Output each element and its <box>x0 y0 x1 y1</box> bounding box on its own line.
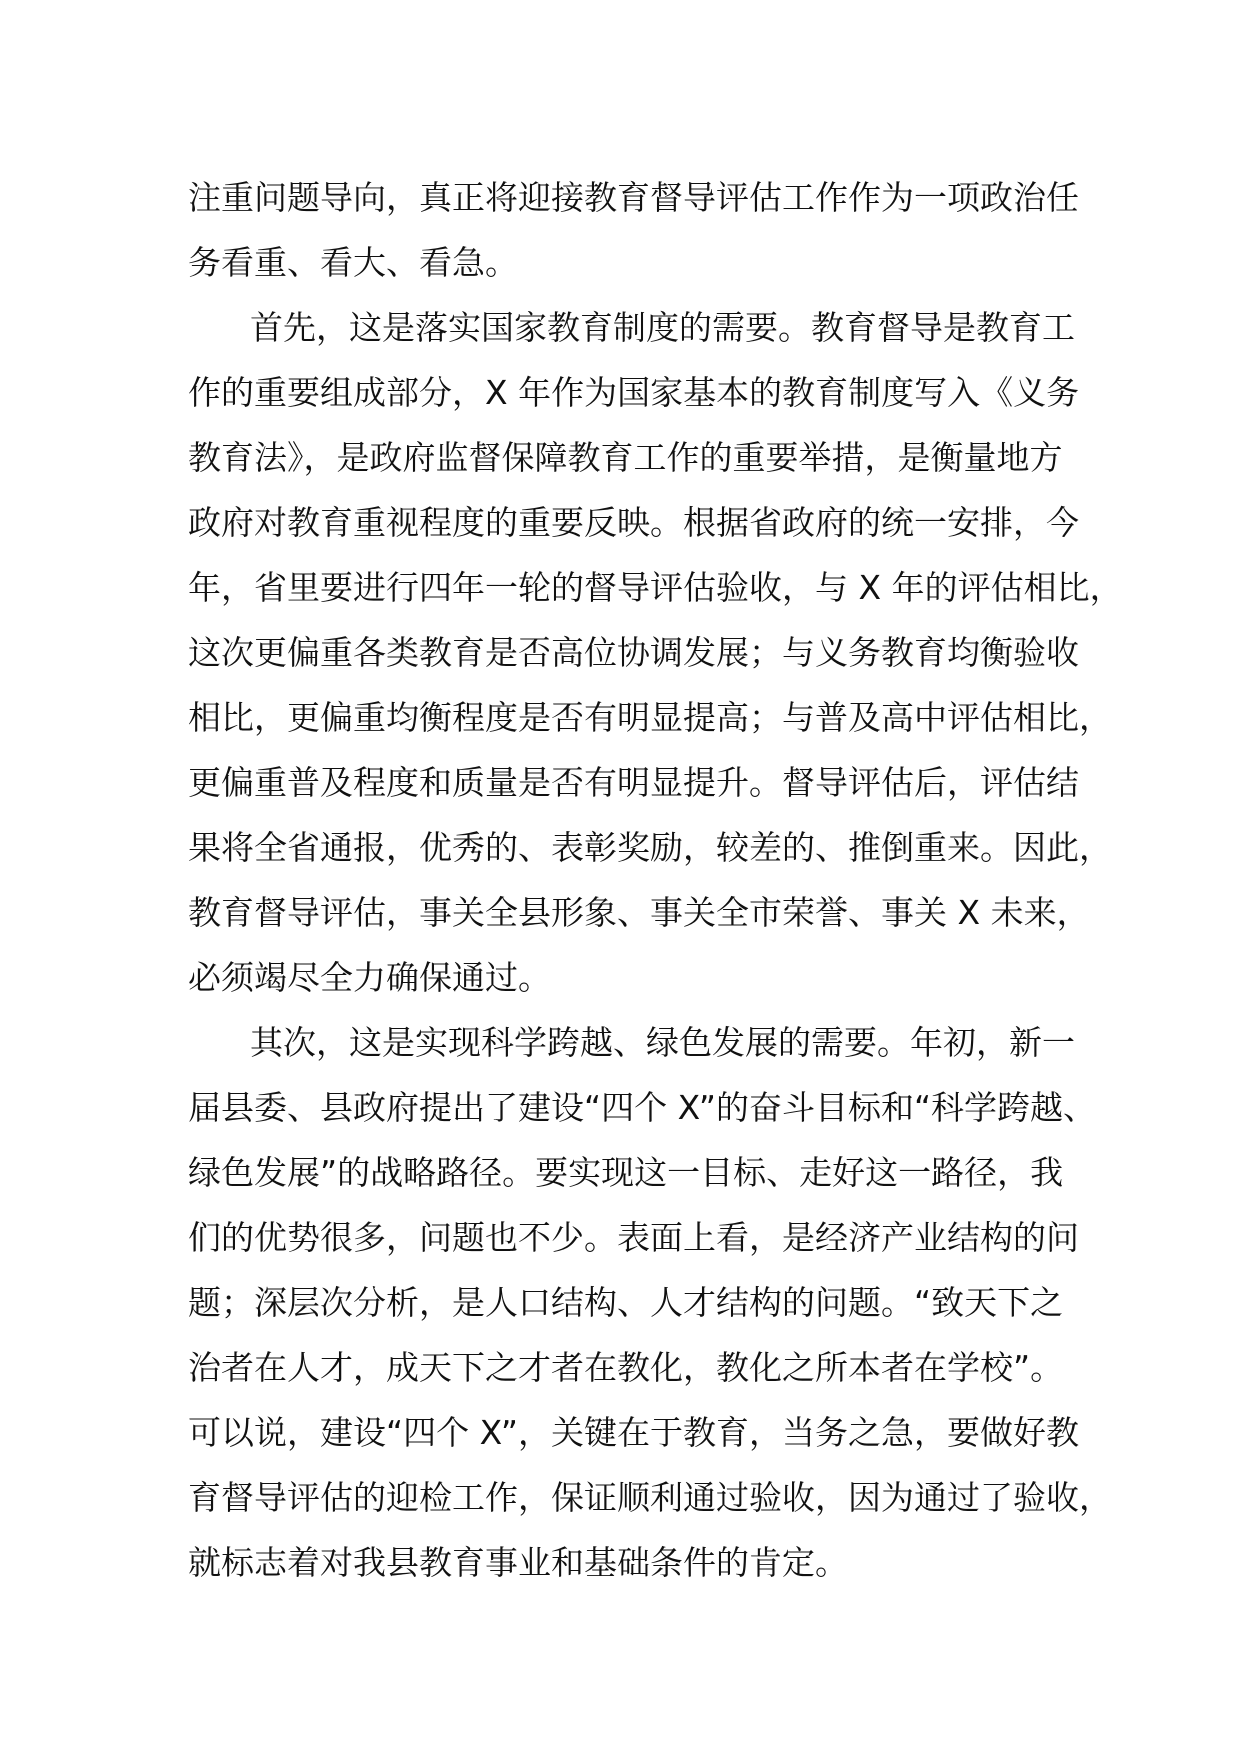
text-line: 题；深层次分析，是人口结构、人才结构的问题。“致天下之 <box>188 1283 1064 1322</box>
text-line: 这次更偏重各类教育是否高位协调发展；与义务教育均衡验收 <box>188 633 1079 672</box>
text-line: 年，省里要进行四年一轮的督导评估验收，与 X 年的评估相比， <box>188 568 1123 607</box>
text-line: 届县委、县政府提出了建设“四个 X”的奋斗目标和“科学跨越、 <box>188 1088 1097 1127</box>
document-body <box>188 165 1123 1595</box>
text-line: 育督导评估的迎检工作，保证顺利通过验收，因为通过了验收， <box>188 1478 1112 1517</box>
text-line: 果将全省通报，优秀的、表彰奖励，较差的、推倒重来。因此， <box>188 828 1112 867</box>
paragraph-first-line: 首先，这是落实国家教育制度的需要。教育督导是教育工 <box>250 308 1075 347</box>
text-line: 教育法》，是政府监督保障教育工作的重要举措，是衡量地方 <box>188 438 1063 477</box>
text-line: 必须竭尽全力确保通过。 <box>188 958 551 997</box>
text-line: 务看重、看大、看急。 <box>188 243 518 282</box>
text-line: 就标志着对我县教育事业和基础条件的肯定。 <box>188 1543 848 1582</box>
text-line: 们的优势很多，问题也不少。表面上看，是经济产业结构的问 <box>188 1218 1079 1257</box>
text-line: 绿色发展”的战略路径。要实现这一目标、走好这一路径，我 <box>188 1153 1064 1192</box>
text-line: 注重问题导向，真正将迎接教育督导评估工作作为一项政治任 <box>188 178 1079 217</box>
text-line: 相比，更偏重均衡程度是否有明显提高；与普及高中评估相比， <box>188 698 1112 737</box>
paragraph-first-line: 其次，这是实现科学跨越、绿色发展的需要。年初，新一 <box>250 1023 1075 1062</box>
text-line: 政府对教育重视程度的重要反映。根据省政府的统一安排，今 <box>188 503 1079 542</box>
text-line: 治者在人才，成天下之才者在教化，教化之所本者在学校”。 <box>188 1348 1064 1387</box>
text-line: 可以说，建设“四个 X”，关键在于教育，当务之急，要做好教 <box>188 1413 1079 1452</box>
text-line: 教育督导评估，事关全县形象、事关全市荣誉、事关 X 未来， <box>188 893 1090 932</box>
text-line: 作的重要组成部分，X 年作为国家基本的教育制度写入《义务 <box>188 373 1080 412</box>
text-line: 更偏重普及程度和质量是否有明显提升。督导评估后，评估结 <box>188 763 1079 802</box>
